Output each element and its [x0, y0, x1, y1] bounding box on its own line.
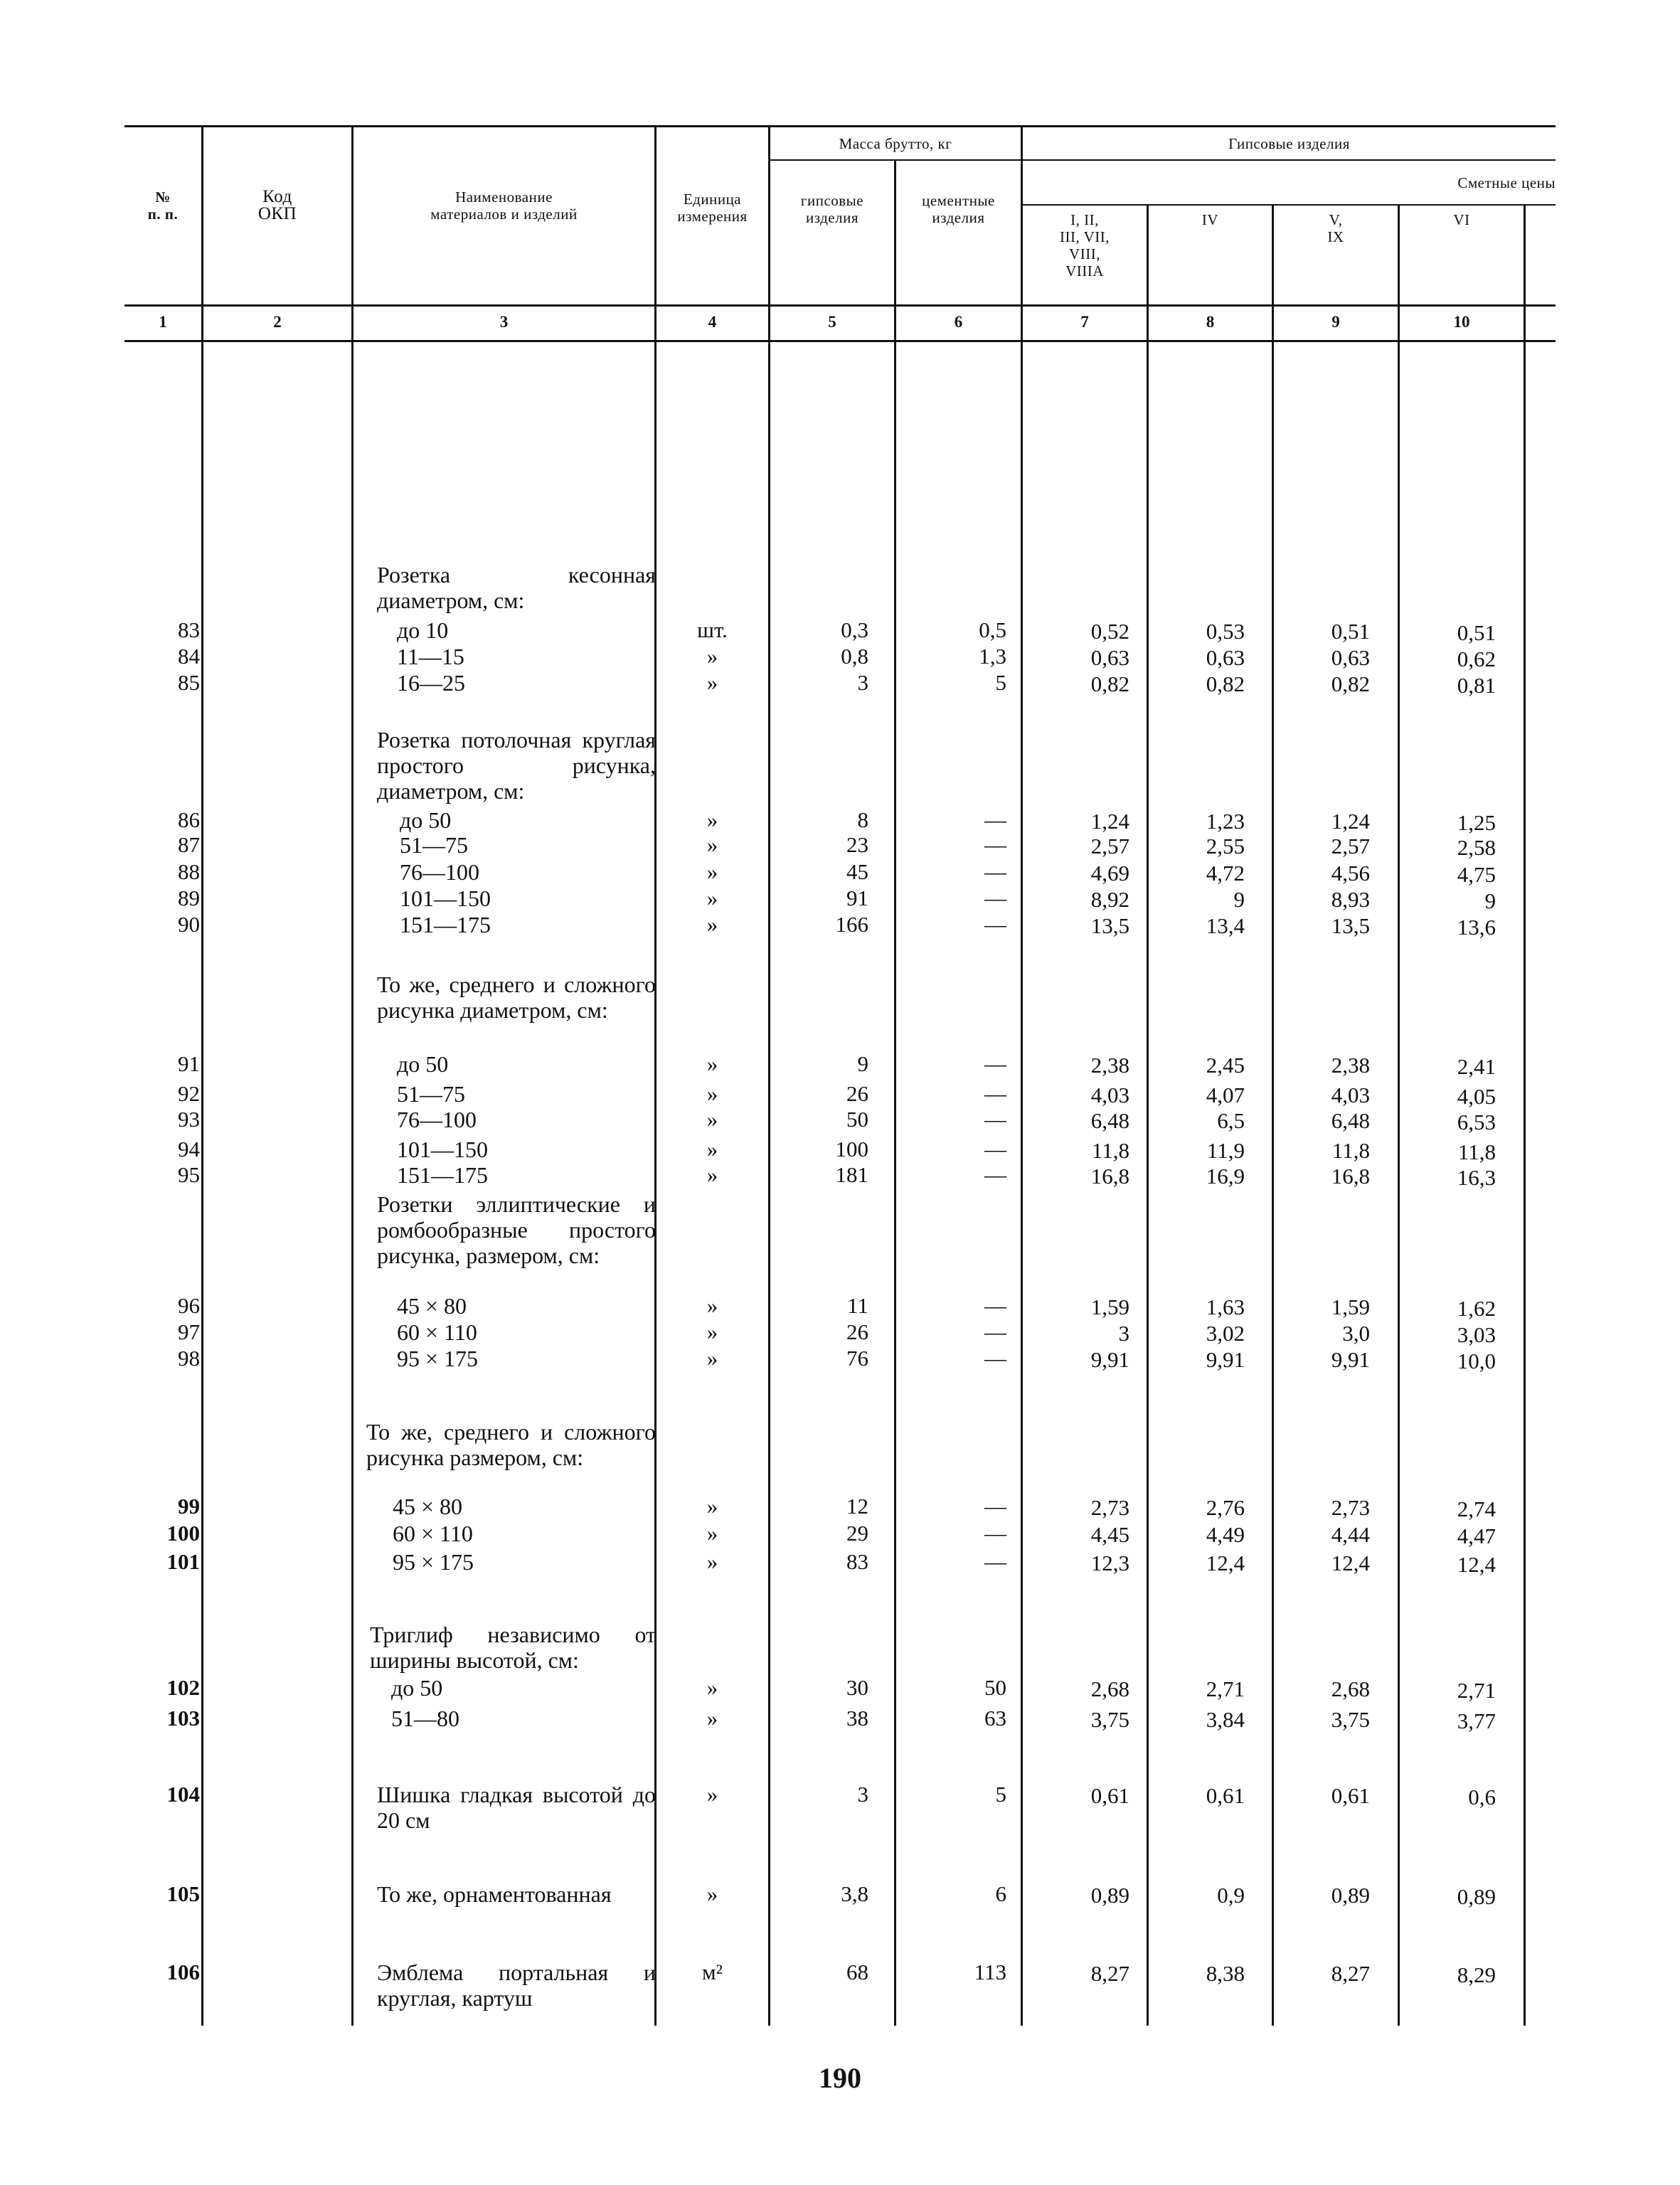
header-col-zone-1: I, II, III, VII, VIII, VIIIA	[1059, 211, 1110, 280]
row-price-zone-2: 2,71	[1206, 1676, 1245, 1701]
row-unit: »	[706, 912, 718, 937]
row-mass-cement: 50	[984, 1675, 1006, 1700]
row-number: 94	[178, 1137, 200, 1161]
row-mass-cement: —	[984, 1107, 1006, 1132]
row-size: 51—75	[400, 832, 468, 858]
row-price-zone-1: 11,8	[1091, 1138, 1129, 1163]
header-col-no: № п. п.	[147, 188, 179, 223]
row-number: 83	[178, 617, 200, 642]
row-price-zone-1: 4,45	[1090, 1522, 1129, 1547]
row-price-zone-1: 8,92	[1090, 887, 1129, 912]
row-size: 76—100	[397, 1107, 477, 1132]
row-number: 106	[166, 1960, 200, 1984]
row-price-zone-4: 9	[1484, 888, 1496, 913]
row-mass-gypsum: 100	[835, 1137, 868, 1161]
header-col-gyps: гипсовые изделия	[800, 192, 864, 226]
row-price-zone-4: 8,29	[1457, 1962, 1496, 1987]
row-mass-cement: —	[984, 1346, 1006, 1371]
row-number: 95	[178, 1162, 200, 1187]
row-mass-cement: —	[984, 1494, 1006, 1519]
row-mass-cement: —	[984, 886, 1006, 910]
row-size: 95 × 175	[393, 1549, 474, 1575]
row-number: 87	[178, 832, 200, 857]
row-mass-cement: —	[984, 832, 1006, 857]
section-title: То же, среднего и сложного рисунка диаметром, см:	[377, 972, 656, 1023]
colnum-3: 3	[499, 313, 509, 331]
row-price-zone-3: 2,73	[1331, 1495, 1370, 1520]
row-size: 101—150	[397, 1137, 488, 1162]
row-mass-cement: —	[984, 1293, 1006, 1318]
row-price-zone-2: 1,23	[1206, 809, 1245, 834]
header-group-prices: Сметные цены	[1457, 174, 1556, 191]
row-price-zone-2: 6,5	[1217, 1108, 1245, 1133]
row-number: 97	[178, 1319, 200, 1344]
colnum-6: 6	[954, 313, 963, 331]
row-mass-cement: —	[984, 1319, 1006, 1344]
row-price-zone-3: 2,57	[1331, 834, 1370, 858]
row-price-zone-4: 1,25	[1457, 810, 1496, 835]
row-unit: »	[706, 1675, 718, 1700]
row-price-zone-3: 13,5	[1331, 913, 1370, 938]
row-number: 101	[166, 1549, 200, 1574]
row-number: 93	[178, 1107, 200, 1132]
row-mass-cement: 5	[995, 670, 1006, 695]
row-price-zone-1: 3	[1118, 1321, 1129, 1346]
row-mass-gypsum: 3,8	[841, 1881, 868, 1906]
colnum-9: 9	[1331, 313, 1340, 331]
row-unit: шт.	[697, 617, 728, 642]
row-size: 60 × 110	[397, 1319, 477, 1345]
row-mass-gypsum: 8	[857, 807, 868, 832]
row-mass-gypsum: 181	[835, 1162, 868, 1187]
row-unit: »	[706, 1521, 718, 1546]
row-mass-gypsum: 3	[857, 670, 868, 695]
vrule-10	[1524, 206, 1526, 2026]
row-price-zone-1: 2,38	[1090, 1053, 1129, 1078]
row-number: 88	[178, 859, 200, 884]
row-price-zone-2: 0,9	[1217, 1883, 1245, 1908]
row-price-zone-4: 3,03	[1457, 1322, 1496, 1347]
row-mass-cement: 6	[995, 1881, 1006, 1906]
row-number: 105	[166, 1881, 200, 1906]
colnum-10: 10	[1453, 313, 1470, 331]
header-col-unit: Единица измерения	[677, 191, 748, 225]
prices-group-rule	[1021, 204, 1556, 206]
row-unit: »	[706, 1881, 718, 1906]
row-price-zone-1: 2,68	[1090, 1676, 1129, 1701]
row-unit: »	[706, 644, 718, 669]
row-mass-gypsum: 0,3	[841, 617, 868, 642]
row-size: 51—80	[391, 1706, 459, 1731]
row-price-zone-2: 13,4	[1206, 913, 1245, 938]
row-price-zone-2: 3,84	[1206, 1707, 1245, 1732]
row-size: 45 × 80	[393, 1494, 463, 1519]
row-price-zone-4: 13,6	[1457, 915, 1496, 940]
row-unit: »	[706, 1162, 718, 1187]
row-price-zone-1: 12,3	[1090, 1551, 1129, 1575]
row-number: 98	[178, 1346, 200, 1371]
row-mass-gypsum: 166	[835, 912, 868, 937]
row-mass-cement: —	[984, 1521, 1006, 1546]
section-title: Триглиф независимо от ширины высотой, см:	[370, 1622, 656, 1673]
row-number: 92	[178, 1081, 200, 1106]
row-price-zone-1: 3,75	[1090, 1707, 1129, 1732]
row-price-zone-3: 1,59	[1331, 1294, 1370, 1319]
row-price-zone-3: 0,89	[1331, 1883, 1370, 1908]
row-unit: »	[706, 807, 718, 832]
row-price-zone-3: 6,48	[1331, 1108, 1370, 1133]
row-size: до 50	[391, 1675, 443, 1701]
row-mass-cement: 1,3	[979, 644, 1006, 669]
row-mass-gypsum: 68	[846, 1960, 868, 1984]
row-price-zone-4: 4,75	[1457, 862, 1496, 887]
row-size: 151—175	[397, 1162, 488, 1188]
row-mass-cement: —	[984, 1051, 1006, 1076]
header-group-mass: Масса брутто, кг	[839, 135, 952, 152]
row-mass-gypsum: 91	[846, 886, 868, 910]
row-price-zone-4: 11,8	[1457, 1139, 1496, 1164]
row-price-zone-3: 8,93	[1331, 887, 1370, 912]
row-price-zone-2: 4,72	[1206, 861, 1245, 886]
row-mass-cement: —	[984, 912, 1006, 937]
row-size: до 10	[397, 617, 449, 643]
row-unit: »	[706, 1494, 718, 1519]
row-price-zone-1: 1,59	[1090, 1294, 1129, 1319]
row-mass-cement: 5	[995, 1782, 1006, 1807]
row-unit: »	[706, 1782, 718, 1807]
row-price-zone-2: 1,63	[1206, 1294, 1245, 1319]
row-size: 51—75	[397, 1081, 465, 1107]
row-price-zone-1: 6,48	[1090, 1108, 1129, 1133]
row-mass-gypsum: 38	[846, 1706, 868, 1731]
row-price-zone-2: 4,07	[1206, 1083, 1245, 1107]
row-price-zone-3: 4,03	[1331, 1083, 1370, 1107]
row-price-zone-1: 16,8	[1090, 1164, 1129, 1189]
row-price-zone-4: 0,6	[1468, 1785, 1496, 1809]
top-rule	[124, 125, 1556, 127]
row-mass-cement: —	[984, 1081, 1006, 1106]
row-price-zone-2: 0,63	[1206, 645, 1245, 670]
row-mass-cement: 113	[974, 1960, 1006, 1984]
row-size: до 50	[397, 1051, 449, 1077]
row-price-zone-2: 2,45	[1206, 1053, 1245, 1078]
row-price-zone-1: 0,89	[1090, 1883, 1129, 1908]
row-price-zone-2: 2,55	[1206, 834, 1245, 858]
row-price-zone-4: 0,81	[1457, 673, 1496, 698]
row-number: 103	[166, 1706, 200, 1731]
row-unit: м²	[702, 1960, 723, 1984]
header-col-zone-3: V, IX	[1327, 211, 1344, 245]
row-price-zone-4: 2,74	[1457, 1496, 1496, 1521]
row-price-zone-3: 11,8	[1331, 1138, 1370, 1163]
row-price-zone-2: 9,91	[1206, 1347, 1245, 1372]
row-number: 90	[178, 912, 200, 937]
row-mass-gypsum: 83	[846, 1549, 868, 1574]
row-price-zone-1: 0,61	[1090, 1783, 1129, 1808]
row-number: 85	[178, 670, 200, 695]
colnum-5: 5	[828, 313, 836, 331]
colnum-1: 1	[159, 313, 167, 331]
row-price-zone-3: 1,24	[1331, 809, 1370, 834]
row-price-zone-3: 0,61	[1331, 1783, 1370, 1808]
header-col-zone-2: IV	[1201, 211, 1219, 228]
row-price-zone-2: 11,9	[1206, 1138, 1245, 1163]
row-price-zone-4: 2,41	[1457, 1054, 1496, 1079]
row-price-zone-4: 1,62	[1457, 1296, 1496, 1321]
row-unit: »	[706, 1081, 718, 1106]
row-price-zone-3: 0,82	[1331, 671, 1370, 696]
row-price-zone-1: 2,57	[1090, 834, 1129, 858]
vrule-2	[351, 125, 353, 2026]
row-price-zone-2: 4,49	[1206, 1522, 1245, 1547]
row-unit: »	[706, 1293, 718, 1318]
row-price-zone-1: 0,63	[1090, 645, 1129, 670]
row-price-zone-1: 4,69	[1090, 861, 1129, 886]
row-price-zone-1: 0,52	[1090, 619, 1129, 644]
row-unit: »	[706, 1319, 718, 1344]
row-size: 45 × 80	[397, 1293, 467, 1319]
row-mass-gypsum: 26	[846, 1081, 868, 1106]
row-mass-cement: 63	[984, 1706, 1006, 1731]
colnum-4: 4	[708, 313, 717, 331]
row-mass-cement: —	[984, 1549, 1006, 1574]
row-mass-gypsum: 45	[846, 859, 868, 884]
row-size: 16—25	[397, 670, 465, 696]
row-mass-cement: —	[984, 1162, 1006, 1187]
header-bottom-rule	[124, 304, 1556, 307]
row-mass-gypsum: 9	[857, 1051, 868, 1076]
row-unit: »	[706, 886, 718, 910]
row-price-zone-4: 16,3	[1457, 1165, 1496, 1190]
row-unit: »	[706, 1137, 718, 1161]
row-price-zone-4: 4,05	[1457, 1084, 1496, 1109]
row-price-zone-2: 3,02	[1206, 1321, 1245, 1346]
row-price-zone-4: 2,58	[1457, 835, 1496, 860]
row-price-zone-1: 2,73	[1090, 1495, 1129, 1520]
row-price-zone-2: 0,82	[1206, 671, 1245, 696]
row-price-zone-3: 12,4	[1331, 1551, 1370, 1575]
row-mass-gypsum: 76	[846, 1346, 868, 1371]
row-number: 86	[178, 807, 200, 832]
row-mass-cement: —	[984, 859, 1006, 884]
row-price-zone-3: 2,68	[1331, 1676, 1370, 1701]
section-title: То же, среднего и сложного рисунка размером, см:	[366, 1419, 656, 1470]
row-price-zone-3: 8,27	[1331, 1961, 1370, 1986]
row-number: 100	[166, 1521, 200, 1546]
header-col-zone-4: VI	[1453, 211, 1470, 228]
row-price-zone-4: 0,62	[1457, 647, 1496, 671]
row-number: 96	[178, 1293, 200, 1318]
header-col-name: Наименование материалов и изделий	[430, 188, 578, 223]
row-mass-gypsum: 12	[846, 1494, 868, 1519]
row-size: 76—100	[400, 859, 479, 885]
row-number: 91	[178, 1051, 200, 1076]
row-price-zone-4: 0,51	[1457, 620, 1496, 645]
row-price-zone-4: 12,4	[1457, 1552, 1496, 1577]
row-unit: »	[706, 832, 718, 857]
row-price-zone-4: 6,53	[1457, 1110, 1496, 1134]
row-unit: »	[706, 1346, 718, 1371]
row-price-zone-4: 0,89	[1457, 1884, 1496, 1909]
header-col-cem: цементные изделия	[922, 192, 995, 226]
row-mass-gypsum: 50	[846, 1107, 868, 1132]
row-price-zone-4: 3,77	[1457, 1708, 1496, 1733]
row-price-zone-2: 0,53	[1206, 619, 1245, 644]
section-title: Розетка потолочная круглая простого рисунка, диаметром, см:	[377, 727, 656, 804]
row-mass-cement: 0,5	[979, 617, 1006, 642]
row-mass-gypsum: 29	[846, 1521, 868, 1546]
row-number: 89	[178, 886, 200, 910]
row-mass-cement: —	[984, 1137, 1006, 1161]
row-price-zone-1: 4,03	[1090, 1083, 1129, 1107]
row-price-zone-3: 0,51	[1331, 619, 1370, 644]
row-unit: »	[706, 1051, 718, 1076]
row-price-zone-1: 9,91	[1090, 1347, 1129, 1372]
row-price-zone-4: 4,47	[1457, 1524, 1496, 1548]
page-number: 190	[819, 2062, 861, 2094]
row-price-zone-3: 4,44	[1331, 1522, 1370, 1547]
colnum-7: 7	[1080, 313, 1089, 331]
row-mass-cement: —	[984, 807, 1006, 832]
row-size: 151—175	[400, 912, 491, 937]
row-unit: »	[706, 859, 718, 884]
row-price-zone-2: 12,4	[1206, 1551, 1245, 1575]
colnum-8: 8	[1206, 313, 1215, 331]
row-unit: »	[706, 670, 718, 695]
colnum-bottom-rule	[124, 340, 1556, 342]
row-price-zone-2: 8,38	[1206, 1961, 1245, 1986]
row-price-zone-2: 0,61	[1206, 1783, 1245, 1808]
row-price-zone-3: 3,0	[1342, 1321, 1370, 1346]
row-price-zone-3: 2,38	[1331, 1053, 1370, 1078]
row-number: 104	[166, 1782, 200, 1807]
row-price-zone-2: 16,9	[1206, 1164, 1245, 1189]
row-price-zone-4: 10,0	[1457, 1349, 1496, 1373]
section-title: Эмблема портальная и круглая, картуш	[377, 1960, 656, 2011]
section-title: То же, орнаментованная	[377, 1881, 612, 1907]
mass-group-rule	[768, 159, 1556, 161]
row-price-zone-2: 2,76	[1206, 1495, 1245, 1520]
row-price-zone-3: 0,63	[1331, 645, 1370, 670]
row-mass-gypsum: 11	[847, 1293, 868, 1318]
row-price-zone-1: 13,5	[1090, 913, 1129, 938]
row-price-zone-3: 4,56	[1331, 861, 1370, 886]
row-mass-gypsum: 26	[846, 1319, 868, 1344]
row-price-zone-2: 9	[1233, 887, 1245, 912]
row-price-zone-3: 9,91	[1331, 1347, 1370, 1372]
colnum-2: 2	[273, 313, 282, 331]
row-size: до 50	[400, 807, 452, 833]
row-mass-gypsum: 23	[846, 832, 868, 857]
row-number: 84	[178, 644, 200, 669]
header-col-code: Код ОКП	[257, 187, 297, 223]
row-price-zone-3: 16,8	[1331, 1164, 1370, 1189]
row-size: 95 × 175	[397, 1346, 479, 1371]
row-price-zone-1: 1,24	[1090, 809, 1129, 834]
row-size: 60 × 110	[393, 1521, 473, 1546]
row-price-zone-3: 3,75	[1331, 1707, 1370, 1732]
row-price-zone-1: 8,27	[1090, 1961, 1129, 1986]
row-size: 101—150	[400, 886, 491, 911]
section-title: Розетки эллиптические и ромбообразные простого рисунка, размером, см:	[377, 1191, 656, 1268]
row-unit: »	[706, 1706, 718, 1731]
row-mass-gypsum: 3	[857, 1782, 868, 1807]
row-price-zone-1: 0,82	[1090, 671, 1129, 696]
row-number: 99	[178, 1494, 200, 1519]
vrule-1	[201, 125, 203, 2026]
row-unit: »	[706, 1107, 718, 1132]
row-mass-gypsum: 0,8	[841, 644, 868, 669]
row-size: 11—15	[397, 644, 464, 669]
row-price-zone-4: 2,71	[1457, 1678, 1496, 1703]
row-mass-gypsum: 30	[846, 1675, 868, 1700]
header-group-products: Гипсовые изделия	[1228, 135, 1350, 152]
section-title: Шишка гладкая высотой до 20 см	[377, 1782, 656, 1833]
section-title: Розетка кесонная диаметром, см:	[377, 562, 656, 613]
row-unit: »	[706, 1549, 718, 1574]
row-number: 102	[166, 1675, 200, 1700]
